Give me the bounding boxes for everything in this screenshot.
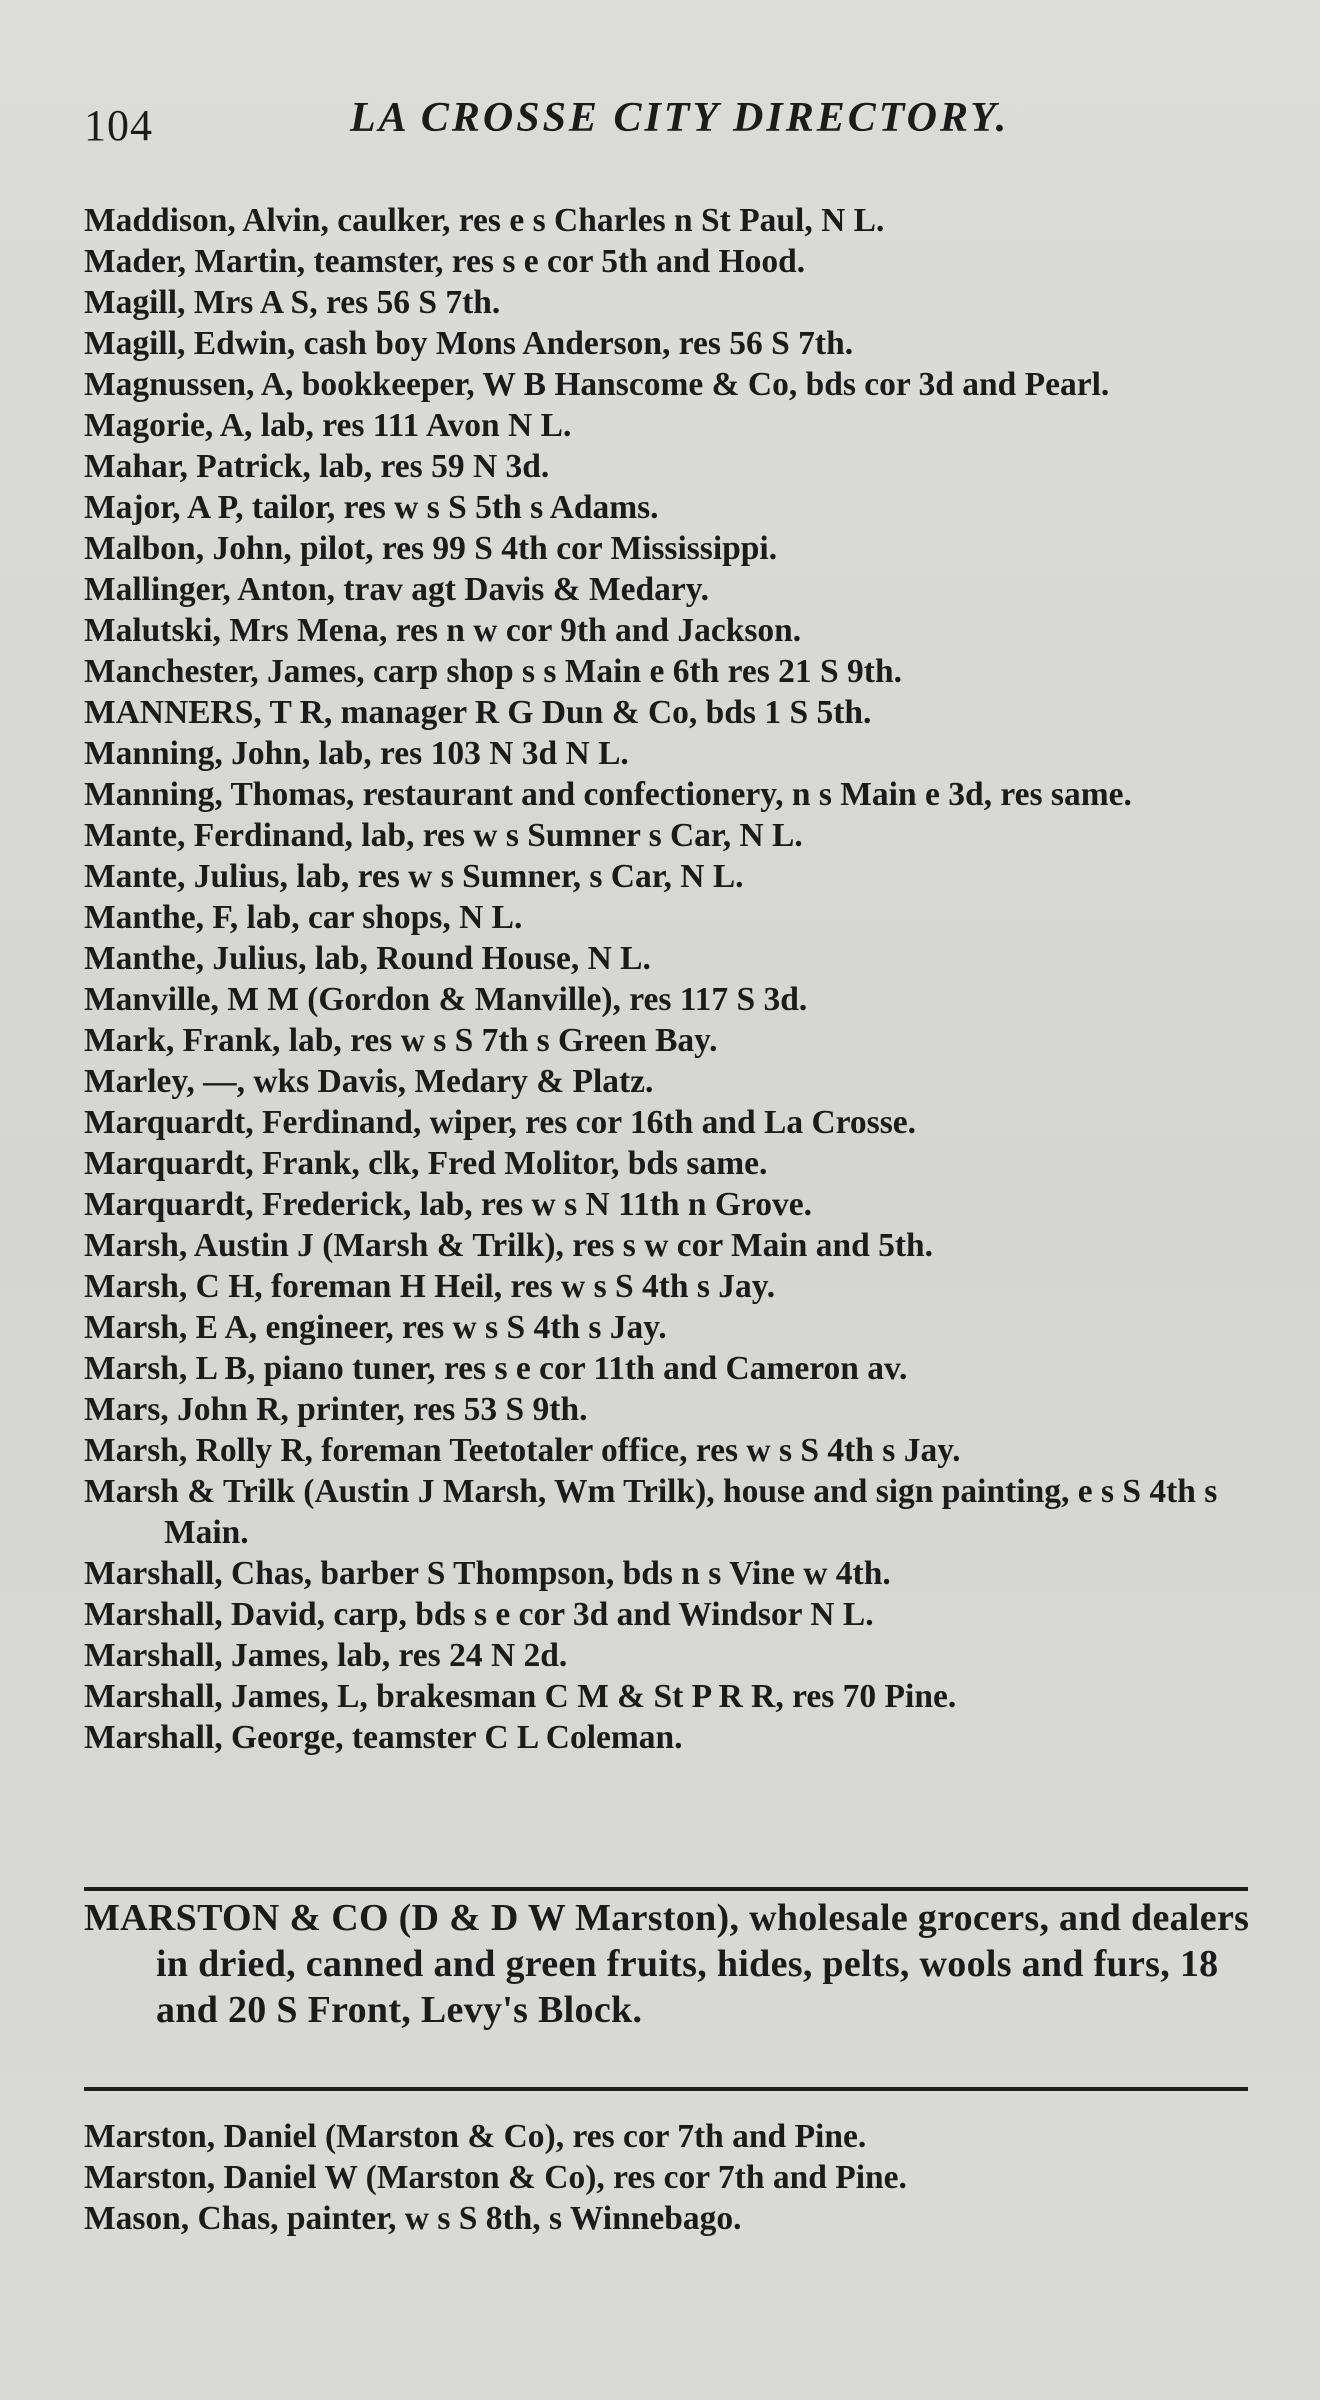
- directory-entry: Manville, M M (Gordon & Manville), res 117 S 3d.: [84, 981, 808, 1018]
- page-number: 104: [84, 101, 153, 150]
- directory-entry: Malutski, Mrs Mena, res n w cor 9th and Jackson.: [84, 612, 802, 649]
- directory-entry: Marshall, James, lab, res 24 N 2d.: [84, 1637, 568, 1674]
- advert-bottom-rule: [84, 2087, 1248, 2091]
- directory-entry: Magorie, A, lab, res 111 Avon N L.: [84, 407, 572, 444]
- directory-entry: Mader, Martin, teamster, res s e cor 5th and Hood.: [84, 243, 806, 280]
- directory-entry: Manning, Thomas, restaurant and confectionery, n s Main e 3d, res same.: [84, 776, 1132, 813]
- directory-entry: Marshall, George, teamster C L Coleman.: [84, 1719, 683, 1756]
- directory-entry: Marsh & Trilk (Austin J Marsh, Wm Trilk), house and sign painting, e s S 4th s Main.: [84, 1473, 1218, 1551]
- directory-entry: Marston, Daniel (Marston & Co), res cor 7th and Pine.: [84, 2118, 867, 2155]
- directory-entry: Marquardt, Ferdinand, wiper, res cor 16th and La Crosse.: [84, 1104, 916, 1141]
- directory-entry: Manning, John, lab, res 103 N 3d N L.: [84, 735, 629, 772]
- directory-entry: Marsh, Rolly R, foreman Teetotaler office, res w s S 4th s Jay.: [84, 1432, 961, 1469]
- directory-entry: Magnussen, A, bookkeeper, W B Hanscome & Co, bds cor 3d and Pearl.: [84, 366, 1110, 403]
- directory-entry: Manchester, James, carp shop s s Main e 6th res 21 S 9th.: [84, 653, 902, 690]
- directory-entry: Mante, Julius, lab, res w s Sumner, s Car, N L.: [84, 858, 744, 895]
- directory-entry: Marshall, David, carp, bds s e cor 3d and Windsor N L.: [84, 1596, 874, 1633]
- directory-entry: Marsh, Austin J (Marsh & Trilk), res s w cor Main and 5th.: [84, 1227, 934, 1264]
- directory-entry: MANNERS, T R, manager R G Dun & Co, bds 1 S 5th.: [84, 694, 872, 731]
- directory-entry: Mars, John R, printer, res 53 S 9th.: [84, 1391, 588, 1428]
- directory-entry: Mallinger, Anton, trav agt Davis & Medary.: [84, 571, 709, 608]
- directory-entry: Manthe, F, lab, car shops, N L.: [84, 899, 523, 936]
- directory-entry: Mante, Ferdinand, lab, res w s Sumner s Car, N L.: [84, 817, 803, 854]
- directory-entry: Marley, —, wks Davis, Medary & Platz.: [84, 1063, 654, 1100]
- running-head-title: LA CROSSE CITY DIRECTORY.: [350, 95, 1010, 141]
- directory-entry: Maddison, Alvin, caulker, res e s Charles n St Paul, N L.: [84, 202, 885, 239]
- directory-entry: Mason, Chas, painter, w s S 8th, s Winnebago.: [84, 2200, 742, 2237]
- directory-entry: Mahar, Patrick, lab, res 59 N 3d.: [84, 448, 550, 485]
- directory-entry: Manthe, Julius, lab, Round House, N L.: [84, 940, 651, 977]
- directory-entry: Marston, Daniel W (Marston & Co), res cor 7th and Pine.: [84, 2159, 907, 2196]
- directory-entry: Marsh, L B, piano tuner, res s e cor 11th and Cameron av.: [84, 1350, 908, 1387]
- directory-entry: Marquardt, Frank, clk, Fred Molitor, bds same.: [84, 1145, 768, 1182]
- directory-entry: Magill, Mrs A S, res 56 S 7th.: [84, 284, 501, 321]
- directory-entry: Magill, Edwin, cash boy Mons Anderson, res 56 S 7th.: [84, 325, 854, 362]
- directory-entry: Mark, Frank, lab, res w s S 7th s Green Bay.: [84, 1022, 718, 1059]
- directory-entry: Marsh, E A, engineer, res w s S 4th s Jay.: [84, 1309, 667, 1346]
- directory-entry: Marsh, C H, foreman H Heil, res w s S 4th s Jay.: [84, 1268, 776, 1305]
- directory-entries-continued: [84, 2116, 1254, 2239]
- advert-top-rule: [84, 1887, 1248, 1891]
- marston-advertisement: MARSTON & CO (D & D W Marston), wholesale grocers, and dealers in dried, canned and green fruits, hides, pelts, wools and furs, 18 and 20 S Front, Levy's Block.: [84, 1897, 1250, 2031]
- directory-entries: [84, 200, 1254, 1758]
- directory-entry: Marshall, Chas, barber S Thompson, bds n s Vine w 4th.: [84, 1555, 891, 1592]
- directory-entry: Marquardt, Frederick, lab, res w s N 11th n Grove.: [84, 1186, 812, 1223]
- directory-entry: Malbon, John, pilot, res 99 S 4th cor Mississippi.: [84, 530, 778, 567]
- directory-entry: Marshall, James, L, brakesman C M & St P R R, res 70 Pine.: [84, 1678, 957, 1715]
- directory-entry: Major, A P, tailor, res w s S 5th s Adams.: [84, 489, 659, 526]
